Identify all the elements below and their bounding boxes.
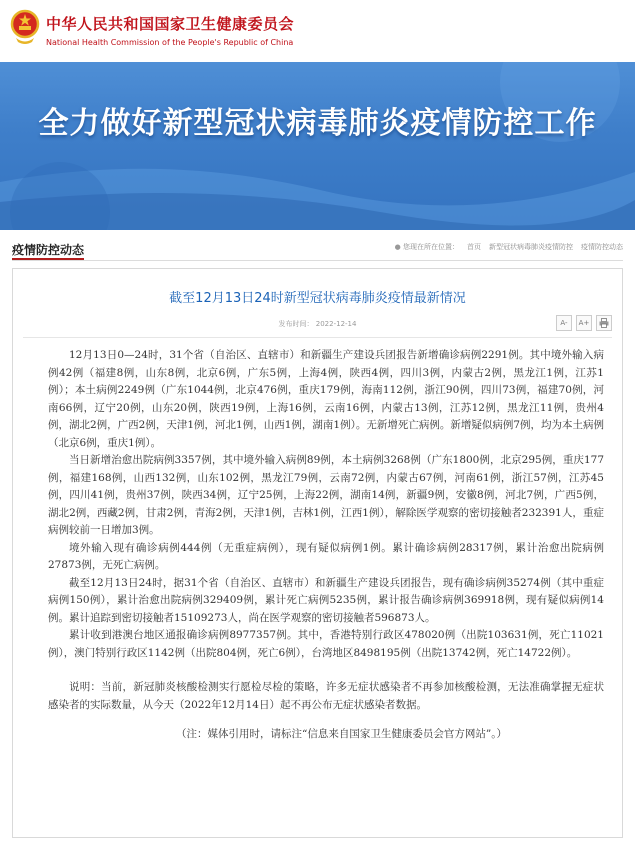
font-increase-button[interactable]: A+ (576, 315, 592, 331)
article-body (48, 347, 604, 744)
breadcrumb (395, 242, 623, 252)
paragraph-cumulative: 截至12月13日24时，据31个省（自治区、直辖市）和新疆生产建设兵团报告，现有确诊病例35274例（其中重症病例150例），累计治愈出院病例329409例，累计死亡病例5235例，累计报告确诊病例369918例，现有疑似病例14例。累计追踪到密切接触者15109273人，尚在医学观察的密切接触者596873人。 (48, 576, 604, 624)
breadcrumb-home-link[interactable]: 首页 (467, 243, 481, 251)
banner-title: 全力做好新型冠状病毒肺炎疫情防控工作 (38, 106, 597, 141)
breadcrumb-dynamics-link[interactable]: 疫情防控动态 (581, 243, 623, 251)
citation-note: （注：媒体引用时，请标注“信息来自国家卫生健康委员会官方网站”。） (176, 728, 507, 740)
article-tools (556, 315, 612, 331)
paragraph-note: 说明：当前，新冠肺炎核酸检测实行愿检尽检的策略，许多无症状感染者不再参加核酸检测，无法准确掌握无症状感染者的实际数量，从今天（2022年12月14日）起不再公布无症状感染者数据。 (48, 681, 604, 711)
section-title: 疫情防控动态 (12, 243, 85, 257)
article-title: 截至12月13日24时新型冠状病毒肺炎疫情最新情况 (169, 291, 466, 306)
breadcrumb-covid-link[interactable]: 新型冠状病毒肺炎疫情防控 (489, 243, 573, 251)
org-name-cn[interactable]: 中华人民共和国国家卫生健康委员会 (46, 15, 295, 33)
print-button[interactable] (596, 315, 612, 331)
banner (0, 62, 635, 230)
paragraph-imported: 境外输入现有确诊病例444例（无重症病例），现有疑似病例1例。累计确诊病例28317例，累计治愈出院病例27873例，无死亡病例。 (48, 541, 604, 571)
breadcrumb-prefix: 您现在所在位置： (403, 243, 459, 251)
font-decrease-button[interactable]: A- (556, 315, 572, 331)
paragraph-recovered: 当日新增治愈出院病例3357例，其中境外输入病例89例，本土病例3268例（广东1800例，北京295例，重庆177例，福建168例，山西132例，山东102例，黑龙江79例，云南72例，内蒙古67例，河南61例，浙江57例，江苏45例，四川41例，贵州37例，陕西34例，辽宁25例，上海22例，湖南14例，新疆9例，安徽8例，河北7例，广西5例，湖北2例，西藏2例，甘肃2例，青海2例，天津1例，吉林1例，江西1例），解除医学观察的密切接触者232391人，重症病例较前一日增加3例。 (48, 454, 604, 536)
divider (23, 337, 612, 338)
publish-date: 发布时间： 2022-12-14 (278, 320, 357, 328)
paragraph-hk-macao-taiwan: 累计收到港澳台地区通报确诊病例8977357例。其中，香港特别行政区478020例（出院103631例，死亡11021例），澳门特别行政区1142例（出院804例，死亡6例），台湾地区8498195例（出院13742例，死亡14722例）。 (48, 629, 604, 659)
site-header (0, 0, 635, 62)
paragraph-new-cases: 12月13日0—24时，31个省（自治区、直辖市）和新疆生产建设兵团报告新增确诊病例2291例。其中境外输入病例42例（福建8例，山东8例，北京6例，广东5例，上海4例，陕西4例，四川3例，内蒙古2例，黑龙江1例，江苏1例）；本土病例2249例（广东1044例，北京476例，重庆179例，海南112例，浙江90例，四川73例，福建70例，河南66例，辽宁20例，山东20例，陕西19例，上海16例，云南16例，内蒙古13例，江苏12例，黑龙江11例，贵州4例，湖北2例，广西2例，天津1例，河北1例，山西1例，湖南1例）。无新增死亡病例。新增疑似病例7例，均为本土病例（北京6例，重庆1例）。 (48, 349, 605, 449)
national-emblem-icon (10, 8, 40, 46)
section-header (12, 238, 623, 261)
location-pin-icon: ● (394, 243, 401, 251)
print-icon (599, 318, 609, 328)
article-panel (12, 268, 623, 838)
org-name-en[interactable]: National Health Commission of the People's Republic of China (46, 38, 294, 47)
banner-background-graphic (0, 62, 635, 230)
breadcrumb-current-location (395, 242, 459, 252)
section-title-underline (12, 258, 84, 260)
